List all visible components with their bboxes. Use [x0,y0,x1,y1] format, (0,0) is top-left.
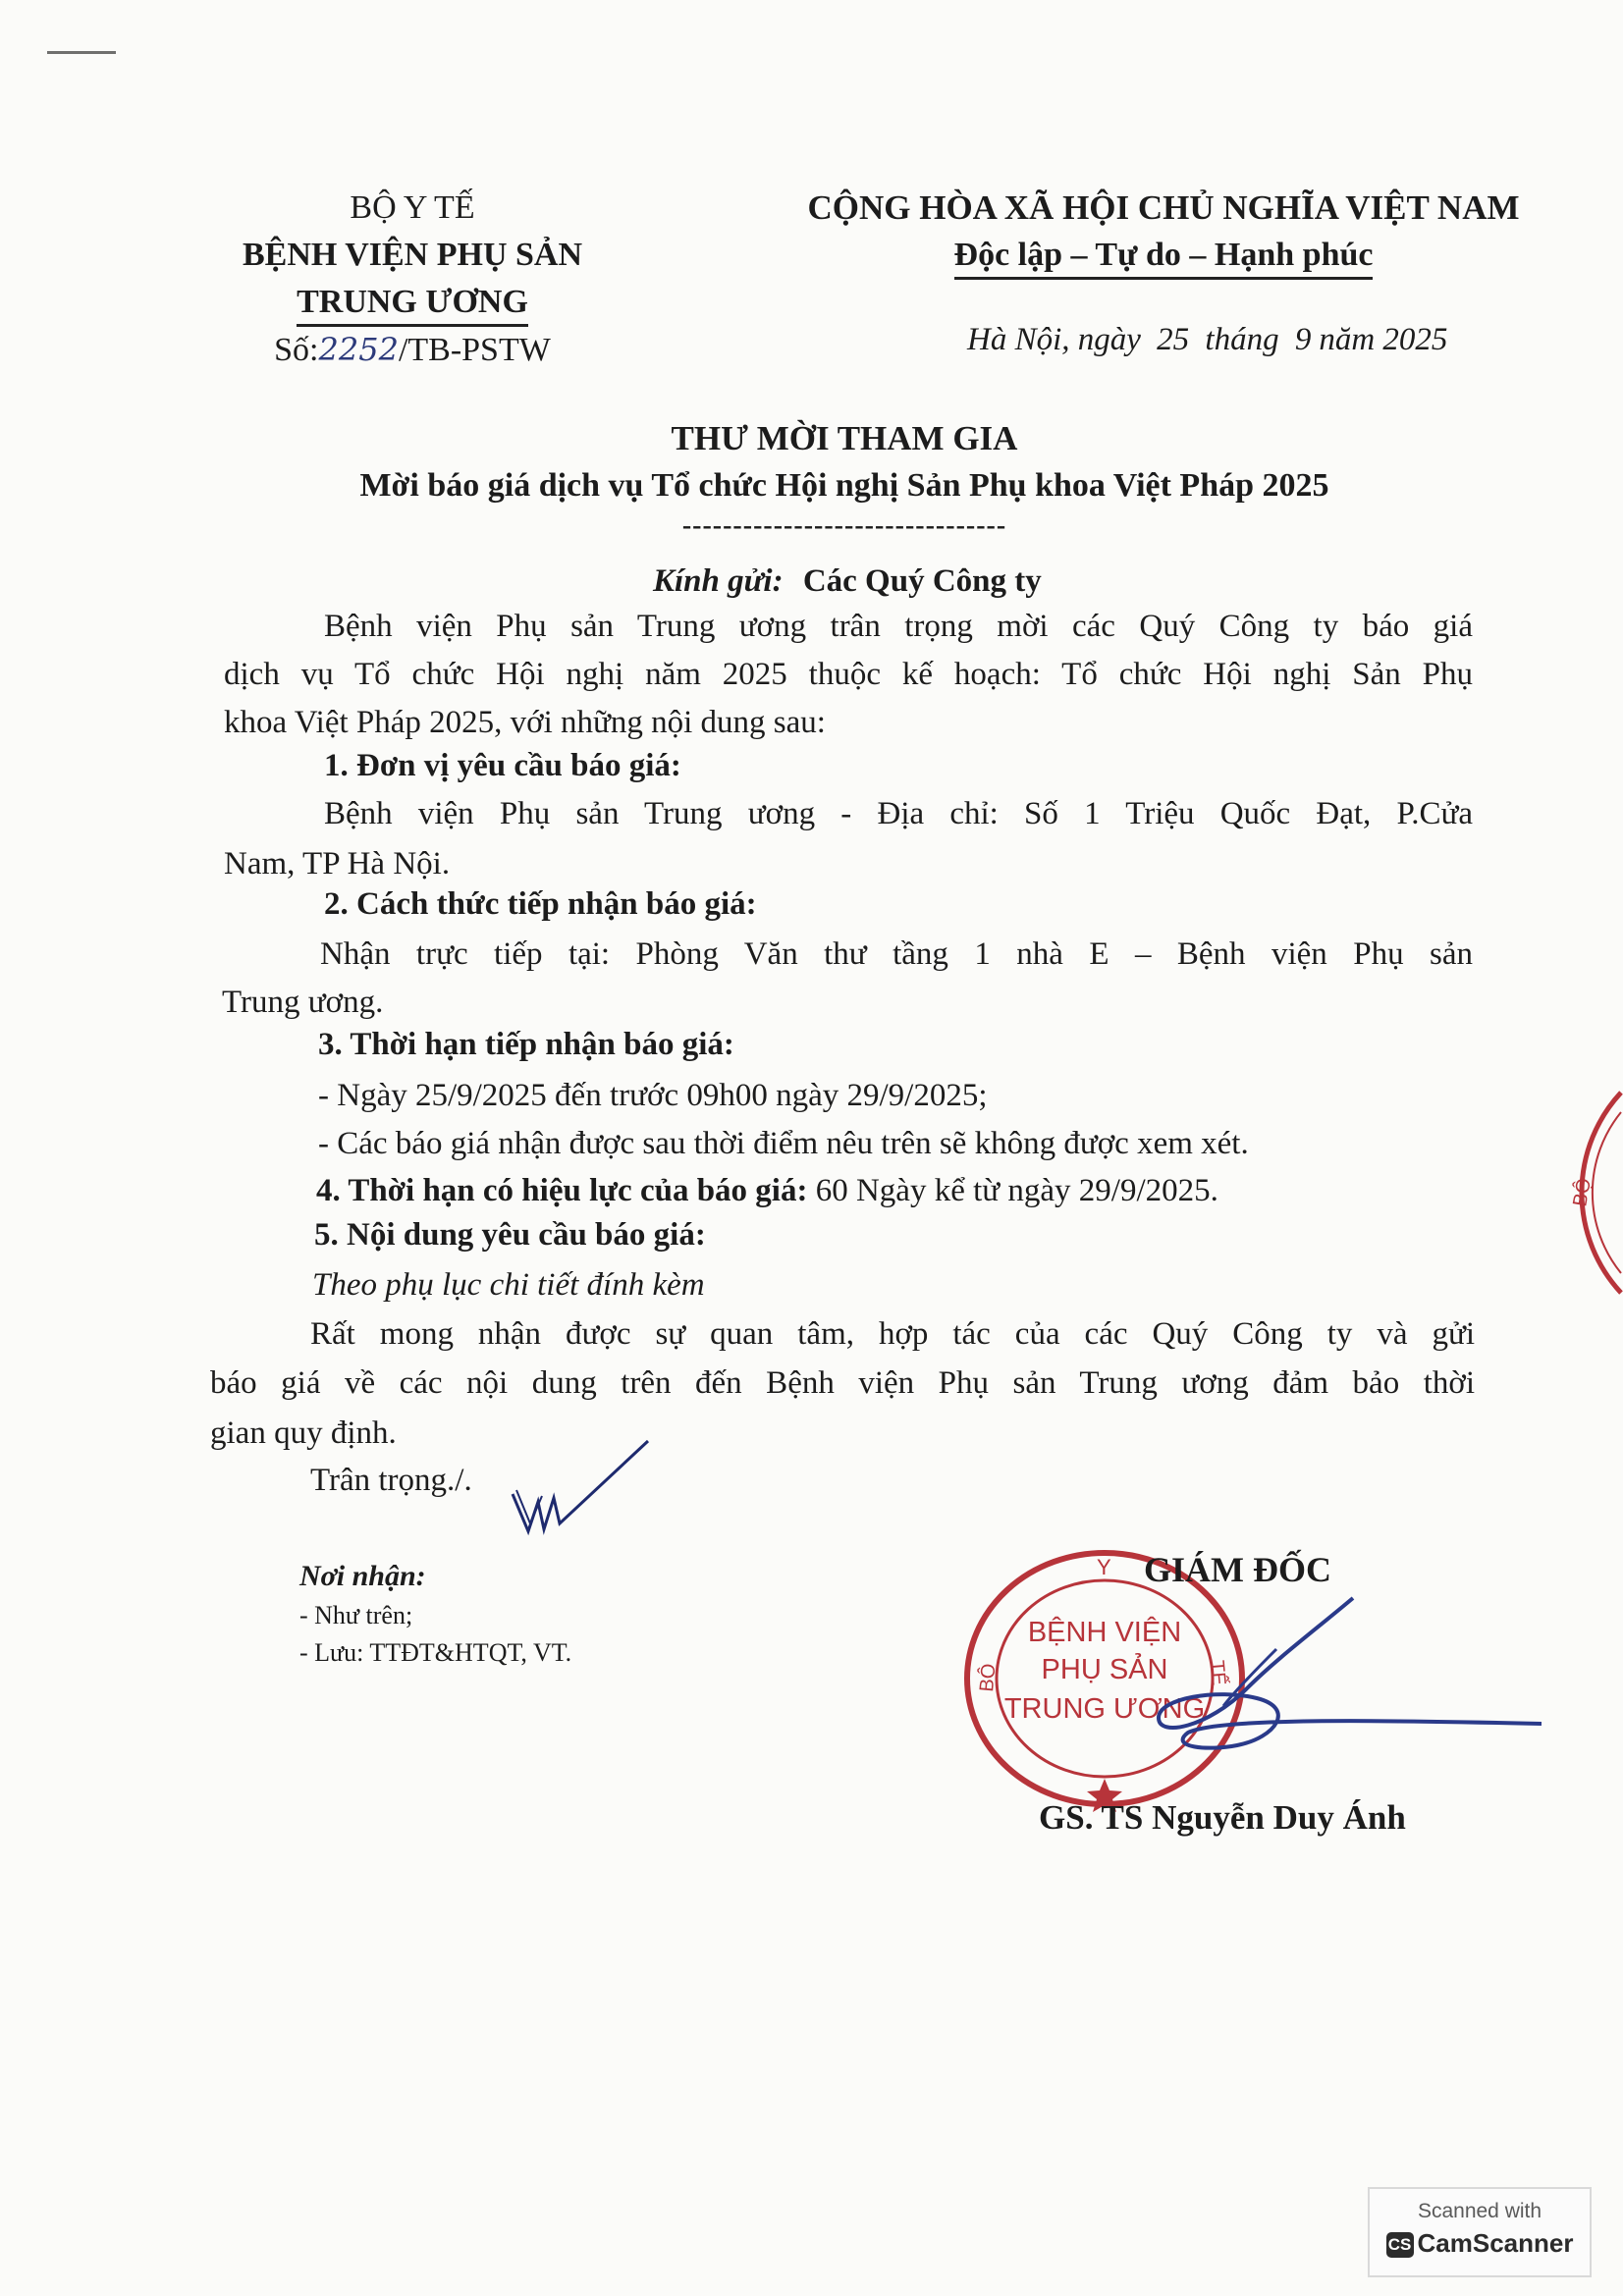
seal-line-3: TRUNG ƯƠNG [1003,1693,1206,1725]
date-place: Hà Nội, ngày [967,322,1141,357]
hospital-name-line1: BỆNH VIỆN PHỤ SẢN [242,237,583,273]
section-5-title: 5. Nội dung yêu cầu báo giá: [314,1217,706,1253]
recipient-item: - Lưu: TTĐT&HTQT, VT. [299,1638,572,1667]
date-year: năm 2025 [1319,322,1448,357]
section-3-item-1: - Ngày 25/9/2025 đến trước 09h00 ngày 29/9/2025; [318,1078,988,1113]
document-date [967,322,1447,358]
camscanner-logo-icon: CS [1386,2232,1414,2258]
letter-subtitle: Mời báo giá dịch vụ Tổ chức Hội nghị Sản Phụ khoa Việt Pháp 2025 [359,467,1329,504]
seal-left-letters: BỘ [976,1662,1001,1693]
section-2-line-1: Nhận trực tiếp tại: Phòng Văn thư tầng 1 nhà E – Bệnh viện Phụ sản [320,936,1473,972]
section-2-title: 2. Cách thức tiếp nhận báo giá: [324,886,757,922]
date-month: 9 [1294,322,1312,357]
seal-edge-fragment: BỘ [1569,1176,1596,1208]
date-day: 25 [1157,322,1190,357]
intro-line-2: dịch vụ Tổ chức Hội nghị năm 2025 thuộc kế hoạch: Tổ chức Hội nghị Sản Phụ [224,657,1473,692]
national-motto: Độc lập – Tự do – Hạnh phúc [746,232,1581,280]
section-4-value: 60 Ngày kể từ ngày 29/9/2025. [815,1173,1218,1208]
closing-line-3: gian quy định. [210,1415,397,1451]
document-number-handwritten: 2252 [318,331,399,368]
country-name: CỘNG HÒA XÃ HỘI CHỦ NGHĨA VIỆT NAM [807,188,1520,227]
date-month-label: tháng [1205,322,1279,357]
recipient-item: - Như trên; [299,1601,413,1629]
seal-line-2: PHỤ SẢN [1041,1654,1168,1685]
section-3-title: 3. Thời hạn tiếp nhận báo giá: [318,1027,734,1062]
seal-line-1: BỆNH VIỆN [1027,1617,1182,1648]
document-number [206,327,619,373]
section-4 [316,1167,1218,1215]
ministry-name: BỘ Y TẾ [350,189,475,226]
section-5-value: Theo phụ lục chi tiết đính kèm [312,1267,705,1303]
director-signature [1129,1590,1542,1787]
closing-line-2: báo giá về các nội dung trên đến Bệnh viện Phụ sản Trung ương đảm bảo thời [210,1365,1475,1401]
section-4-title: 4. Thời hạn có hiệu lực của báo giá: [316,1173,808,1208]
signer-position: GIÁM ĐỐC [1144,1550,1331,1589]
salutation [653,558,1042,606]
section-2-line-2: Trung ương. [222,985,384,1020]
intro-line-1: Bệnh viện Phụ sản Trung ương trân trọng mời các Quý Công ty báo giá [324,609,1473,644]
camscanner-watermark [1368,2187,1592,2277]
watermark-brand-row [1370,2226,1590,2260]
closing-regards: Trân trọng./. [310,1463,472,1498]
closing-line-1: Rất mong nhận được sự quan tâm, hợp tác của các Quý Công ty và gửi [310,1316,1475,1352]
scan-mark [47,51,116,54]
initials-signature [501,1433,658,1551]
partial-seal-edge [1564,1085,1623,1301]
document-number-suffix: /TB-PSTW [398,332,551,368]
title-divider: -------------------------------- [681,510,1007,541]
section-1-title: 1. Đơn vị yêu cầu báo giá: [324,748,681,783]
title-block [196,415,1492,543]
recipients-title: Nơi nhận: [299,1560,426,1592]
document-number-prefix: Số: [274,332,319,368]
salutation-recipient: Các Quý Công ty [802,563,1042,599]
watermark-caption: Scanned with [1417,2200,1542,2222]
section-1-line-1: Bệnh viện Phụ sản Trung ương - Địa chỉ: Số 1 Triệu Quốc Đạt, P.Cửa [324,796,1473,831]
letter-title: THƯ MỜI THAM GIA [671,419,1018,457]
header-left [206,185,619,373]
section-1-line-2: Nam, TP Hà Nội. [224,846,451,881]
header-right [746,185,1581,280]
watermark-brand: CamScanner [1417,2228,1574,2258]
salutation-label: Kính gửi: [653,563,784,599]
signer-name: GS. TS Nguyễn Duy Ánh [1039,1798,1406,1837]
hospital-name-line2: TRUNG ƯƠNG [206,279,619,327]
intro-line-3: khoa Việt Pháp 2025, với những nội dung sau: [224,705,826,740]
section-3-item-2: - Các báo giá nhận được sau thời điểm nêu trên sẽ không được xem xét. [318,1126,1249,1161]
seal-top-letter: Y [1097,1555,1111,1579]
seal-right-letters: TẾ [1206,1659,1230,1686]
recipients-block [299,1556,571,1672]
